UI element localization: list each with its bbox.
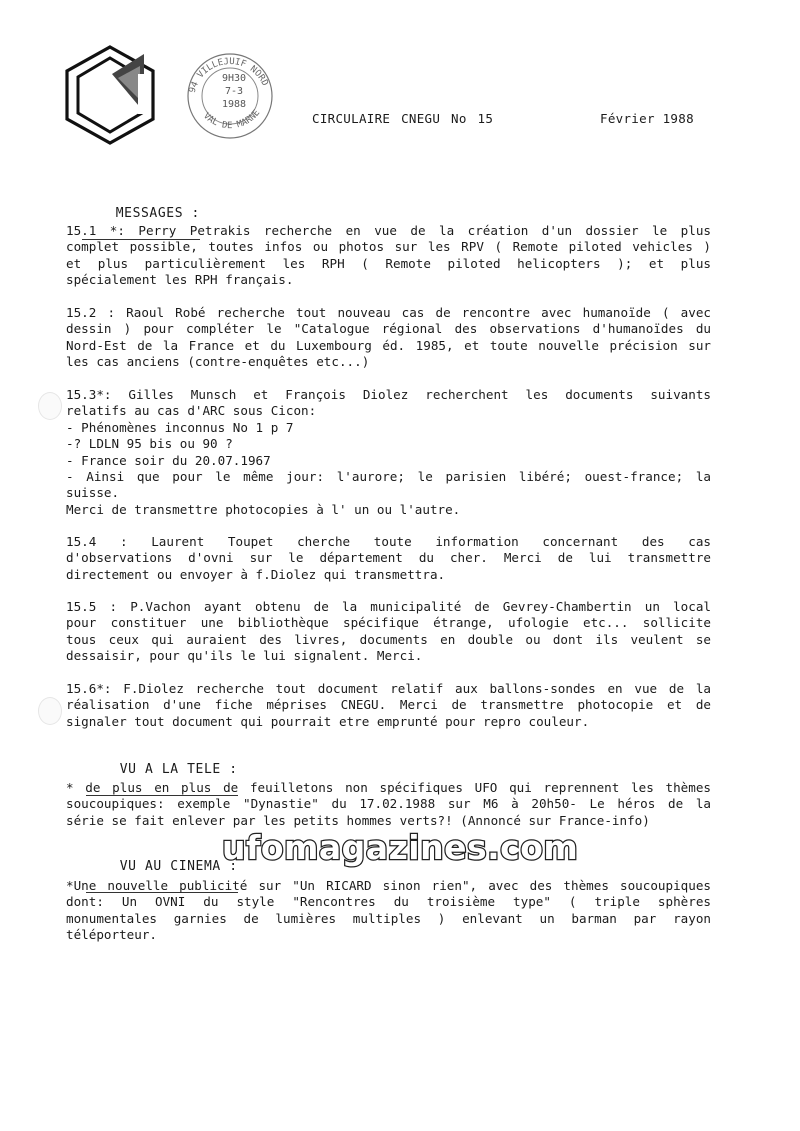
paragraph-line: dont: Un OVNI du style "Rencontres du troisième type" ( triple sphères xyxy=(66,894,711,910)
circular-date: Février 1988 xyxy=(600,111,694,126)
paragraph-line: - France soir du 20.07.1967 xyxy=(66,452,271,468)
punch-hole xyxy=(38,392,62,420)
paragraph-line: monumentales garnies de lumières multiples ) enlevant un barman par rayon xyxy=(66,910,711,926)
paragraph-line: dessaisir, pour qu'ils le lui signalent. Merci. xyxy=(66,648,423,664)
paragraph-line: 15.6*: F.Diolez recherche tout document relatif aux ballons-sondes en vue de la xyxy=(66,681,711,696)
message-15-3 xyxy=(66,387,711,518)
paragraph-line: * de plus en plus de feuilletons non spécifiques UFO qui reprennent les thèmes xyxy=(66,780,711,795)
paragraph-line: 15.2 : Raoul Robé recherche tout nouveau cas de rencontre avec humanoïde ( avec xyxy=(66,305,711,320)
postmark-time: 9H30 xyxy=(221,73,247,84)
paragraph-line: relatifs au cas d'ARC sous Cicon: xyxy=(66,403,317,419)
paragraph-line: - Ainsi que pour le même jour: l'aurore; le parisien libéré; ouest-france; la xyxy=(66,469,711,485)
paragraph-line: signaler tout document qui pourrait etre emprunté pour repro couleur. xyxy=(66,713,590,729)
punch-hole xyxy=(38,697,62,725)
watermark-text: ufomagazines.com xyxy=(222,828,579,867)
paragraph-line: suisse. xyxy=(66,485,120,501)
paragraph-line: complet possible, toutes infos ou photos sur les RPV ( Remote piloted vehicles ) xyxy=(66,239,711,255)
paragraph-line: directement ou envoyer à f.Diolez qui transmettra. xyxy=(66,566,446,582)
message-15-1 xyxy=(66,223,711,289)
cnegu-hexagon-logo-icon xyxy=(62,44,158,146)
paragraph-line: les cas anciens (contre-enquêtes etc...) xyxy=(66,354,370,370)
paragraph-line: 15.5 : P.Vachon ayant obtenu de la municipalité de Gevrey-Chambertin un local xyxy=(66,599,711,614)
message-15-6 xyxy=(66,681,711,730)
paragraph-line: -? LDLN 95 bis ou 90 ? xyxy=(66,436,233,452)
paragraph-line: Merci de transmettre photocopies à l' un ou l'autre. xyxy=(66,501,461,517)
cinema-heading-text: VU AU CINEMA : xyxy=(119,859,238,874)
paragraph-line: soucoupiques: exemple "Dynastie" du 17.02.1988 sur M6 à 20h50- Le héros de la xyxy=(66,796,711,812)
paragraph-line: série se fait enlever par les petits hommes verts?! (Annoncé sur France-info) xyxy=(66,812,650,828)
paragraph-line: 15.3*: Gilles Munsch et François Diolez recherchent les documents suivants xyxy=(66,387,711,402)
postmark-ring-bottom: VAL DE MARNE xyxy=(201,108,263,132)
svg-text:VAL DE MARNE xyxy=(201,108,262,131)
paragraph-line: - Phénomènes inconnus No 1 p 7 xyxy=(66,419,294,435)
postmark-ring-top: 94 VILLEJUIF NORD xyxy=(187,56,270,95)
postmark-year: 1988 xyxy=(221,99,247,110)
message-15-4 xyxy=(66,534,711,583)
message-15-5 xyxy=(66,599,711,665)
postmark-date xyxy=(219,72,249,111)
paragraph-line: 15.1 *: Perry Petrakis recherche en vue de la création d'un dossier le plus xyxy=(66,223,711,238)
paragraph-line: réalisation d'une fiche méprises CNEGU. Merci de transmettre photocopie et de xyxy=(66,697,711,713)
tele-heading-text: VU A LA TELE : xyxy=(119,762,238,777)
messages-heading-text: MESSAGES : xyxy=(115,206,200,221)
paragraph-line: *Une nouvelle publicité sur "Un RICARD sinon rien", avec des thèmes soucoupiques xyxy=(66,878,711,893)
paragraph-line: tous ceux qui auraient des livres, documents en double ou dont ils veulent se xyxy=(66,631,711,647)
paragraph-line: Nord-Est de la France et du Luxembourg éd. 1985, et toute nouvelle précision sur xyxy=(66,337,711,353)
paragraph-line: pour constituer une bibliothèque spécifique étrange, ufologie etc... sollicite xyxy=(66,615,711,631)
circular-title: CIRCULAIRE CNEGU No 15 xyxy=(312,111,494,126)
tele-paragraph xyxy=(66,780,711,829)
postmark-day: 7-3 xyxy=(224,86,244,97)
message-15-2 xyxy=(66,305,711,371)
paragraph-line: spécialement les RPH français. xyxy=(66,272,294,288)
paragraph-line: dessin ) pour compléter le "Catalogue régional des observations d'humanoïdes du xyxy=(66,321,711,337)
paragraph-line: 15.4 : Laurent Toupet cherche toute information concernant des cas xyxy=(66,534,711,549)
cinema-paragraph xyxy=(66,878,711,944)
paragraph-line: et plus particulièrement les RPH ( Remote piloted helicopters ); et plus xyxy=(66,255,711,271)
paragraph-line: d'observations d'ovni sur le département du cher. Merci de lui transmettre xyxy=(66,550,711,566)
paragraph-line: téléporteur. xyxy=(66,927,157,943)
